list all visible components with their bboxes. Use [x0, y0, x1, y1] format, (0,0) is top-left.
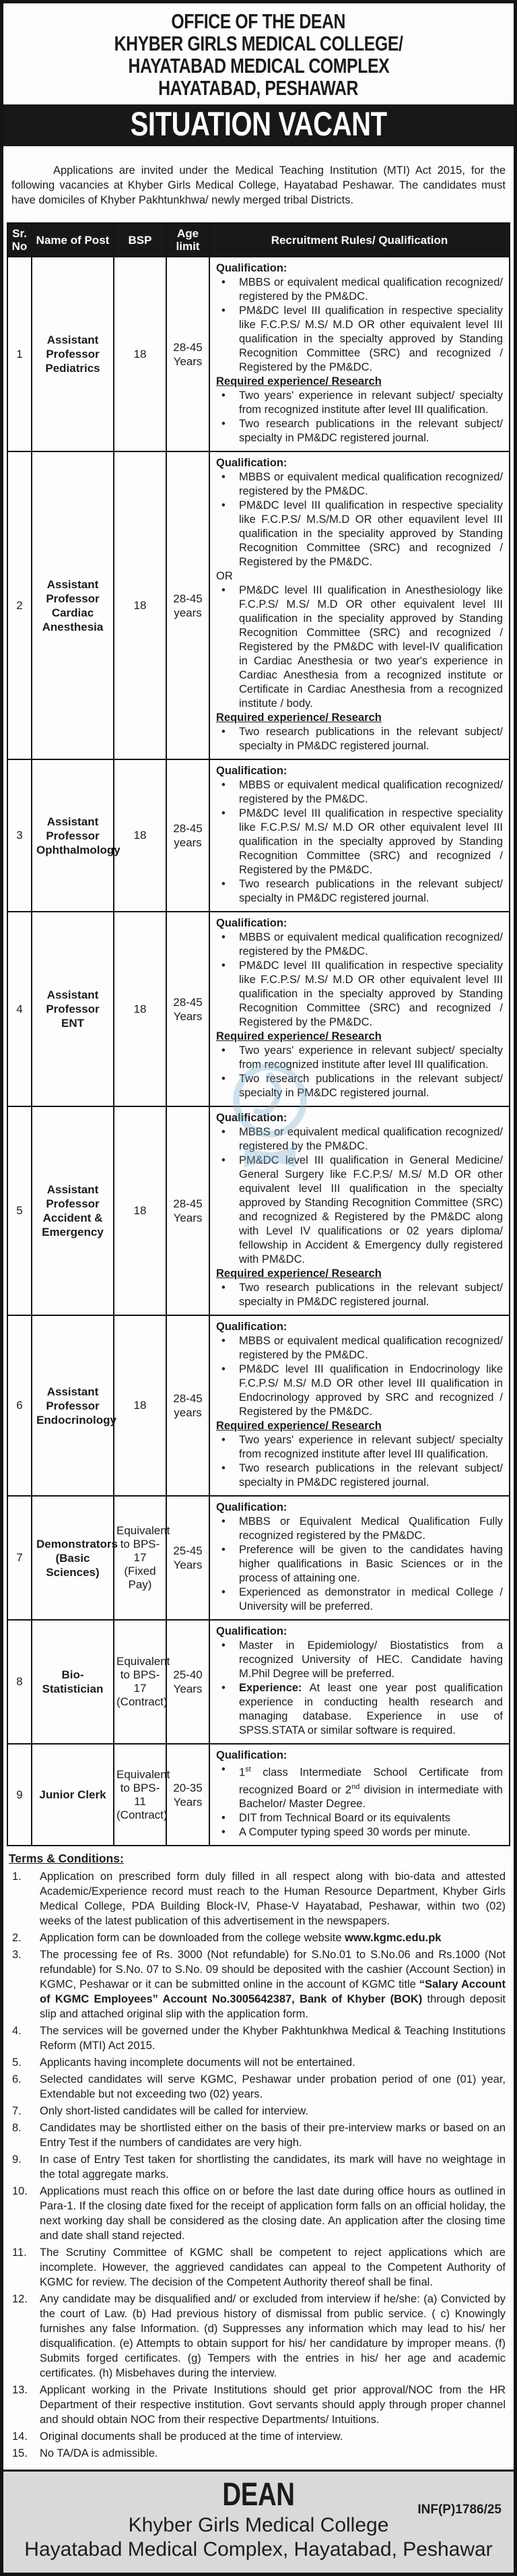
sr-cell: 7: [7, 1496, 32, 1620]
bullet-icon: •: [221, 305, 226, 317]
qualification-bullet: • Two years' experience in relevant subject/ specialty from recognized institute after level III qualification.: [216, 389, 503, 417]
term-item: [9, 2104, 506, 2118]
experience-heading: Required experience/ Research: [216, 1420, 382, 1432]
term-number: 7.: [12, 2105, 22, 2117]
age-cell: 28-45 Years: [166, 912, 209, 1106]
post-cell: Assistant Professor ENT: [32, 912, 114, 1106]
col-header-age-limit: Age limit: [166, 223, 209, 257]
qualification-bullet: • Two research publications in the relevant subject/ specialty in PM&DC registered journal.: [216, 417, 503, 445]
qualification-bullet: • Experienced as demonstrator in medical College / University will be preferred.: [216, 1585, 503, 1614]
qualification-bullet: • 1st class Intermediate School Certificate from recognized Board or 2nd division in intermediate with Bachelor/ Master Degree.: [216, 1763, 503, 1811]
bsp-cell: 18: [114, 257, 166, 451]
qualification-bullet: • PM&DC level III qualification in General Medicine/ General Surgery like F.C.P.S/ M.S/ M.D OR other equivalent level III qualification in the specialty approved by Standing Recognition Committee (SRC) and recognized & Registered by the PM&DC along with Level IV qualifications or 02 years diploma/ fellowship in Accident & Emergency dully registered with PM&DC.: [216, 1154, 503, 1267]
position-row: [7, 1744, 510, 1846]
experience-heading: Required experience/ Research: [216, 1030, 382, 1042]
position-row: [7, 759, 510, 912]
qualification-bullet: • PM&DC level III qualification in respective speciality like F.C.P.S/ M.S/ M.D OR other equivalent level III qualification in the specialty approved by Standing Recognition Committee (SRC) and recognized / Registered by the PM&DC.: [216, 959, 503, 1030]
sr-cell: 1: [7, 257, 32, 451]
col-header-bsp: BSP: [114, 223, 166, 257]
qualification-bullet: • Preference will be given to the candidates having higher qualifications in Basic Sciences or in the process of attaining one.: [216, 1543, 503, 1585]
sr-cell: 9: [7, 1744, 32, 1846]
position-row: [7, 1106, 510, 1315]
rules-cell: [209, 257, 510, 451]
qualification-bullet: • A Computer typing speed 30 words per minute.: [216, 1825, 503, 1840]
qualification-bullet: • Two research publications in the relevant subject/ specialty in PM&DC registered journal.: [216, 1072, 503, 1100]
term-text: Applications must reach this office on or before the last date during office hours as outlined in Para-1. If the closing date fixed for the receipt of application form falls on an official holiday, the next working day shall be considered as the closing date. An application after the closing time and date shall stand rejected.: [40, 2185, 506, 2242]
advert-reference-number: INF(P)1786/25: [417, 2503, 502, 2517]
bullet-icon: •: [221, 1154, 226, 1166]
college-name: KHYBER GIRLS MEDICAL COLLEGE/: [114, 32, 403, 55]
complex-name: HAYATABAD MEDICAL COMPLEX: [128, 54, 389, 77]
rules-cell: [209, 1106, 510, 1315]
term-text: Selected candidates will serve KGMC, Peshawar under probation period of one (01) year, Extendable but not exceeding two (02) years.: [40, 2073, 506, 2100]
term-text: No TA/DA is admissible.: [40, 2447, 158, 2459]
term-item: [9, 2152, 506, 2182]
terms-title: Terms & Conditions:: [9, 1852, 124, 1865]
term-number: 4.: [12, 2025, 22, 2037]
qualification-heading: Qualification:: [216, 1321, 287, 1333]
term-number: 9.: [12, 2154, 22, 2166]
qualification-heading: Qualification:: [216, 765, 287, 777]
term-text: Applicant working in the Private Institutions should get prior approval/NOC from the HR Department of their respective institution. Govt servants should apply through proper channel and should obtain NOC from their respective Departments/ Intuitions.: [40, 2384, 506, 2426]
post-cell: Assistant Professor Ophthalmology: [32, 759, 114, 912]
signatory-title: DEAN: [222, 2477, 295, 2513]
qualification-bullet: • Master in Epidemiology/ Biostatistics from a recognized University of HEC. Candidate having M.Phil Degree will be preferred.: [216, 1639, 503, 1681]
intro-paragraph: Applications are invited under the Medical Teaching Institution (MTI) Act 2015, for the following vacancies at Khyber Girls Medical College, Hayatabad Peshawar. The candidates must have domiciles of Khyber Pakhtunkhwa/ newly merged tribal Districts.: [11, 164, 506, 206]
bullet-icon: •: [221, 1812, 226, 1824]
footer: [3, 2470, 514, 2573]
term-text: Applicants having incomplete documents will not be entertained.: [40, 2056, 355, 2069]
term-item: [9, 2072, 506, 2102]
bullet-icon: •: [221, 471, 226, 483]
term-text: The Scrutiny Committee of KGMC shall be competent to reject applications which are incomplete. However, the aggrieved candidates can appeal to the Competent Authority of KGMC for review. The decision of the Competent Authority thereof shall be final.: [40, 2247, 506, 2288]
qualification-bullet: • MBBS or equivalent medical qualification recognized/ registered by the PM&DC.: [216, 931, 503, 959]
age-cell: 28-45 years: [166, 451, 209, 759]
bullet-icon: •: [221, 807, 226, 819]
age-cell: 28-45 Years: [166, 257, 209, 451]
qualification-bullet: • MBBS or Equivalent Medical Qualification Fully recognized registered by the PM&DC.: [216, 1515, 503, 1543]
qualification-bullet: • Two years' experience in relevant subject/ specialty from recognized institute after level III qualification.: [216, 1433, 503, 1462]
bullet-icon: •: [221, 1763, 226, 1776]
term-item: [9, 2121, 506, 2150]
sr-cell: 4: [7, 912, 32, 1106]
bullet-icon: •: [221, 1586, 226, 1598]
bsp-cell: 18: [114, 759, 166, 912]
position-row: [7, 257, 510, 451]
qualification-bullet: • Two research publications in the relevant subject/ specialty in PM&DC registered journal.: [216, 877, 503, 906]
qualification-heading: Qualification:: [216, 1749, 287, 1761]
term-number: 12.: [12, 2293, 28, 2305]
bsp-cell: Equivalent to BPS-17 (Contract): [114, 1620, 166, 1744]
col-header-name-of-post: Name of Post: [32, 223, 114, 257]
post-cell: Assistant Professor Pediatrics: [32, 257, 114, 451]
bullet-icon: •: [221, 878, 226, 890]
bullet-icon: •: [221, 1363, 226, 1375]
qualification-heading: Qualification:: [216, 262, 287, 274]
bullet-icon: •: [221, 1044, 226, 1057]
qualification-bullet: • Two research publications in the relevant subject/ specialty in PM&DC registered journal.: [216, 1281, 503, 1309]
term-text: In case of Entry Test taken for shortlisting the candidates, its mark will have no weightage in the total aggregate marks.: [40, 2154, 506, 2180]
rules-cell: [209, 1620, 510, 1744]
qualification-bullet: • MBBS or equivalent medical qualification recognized/ registered by the PM&DC.: [216, 1334, 503, 1362]
term-number: 8.: [12, 2122, 22, 2134]
experience-heading: Required experience/ Research: [216, 712, 382, 724]
sr-cell: 6: [7, 1315, 32, 1496]
term-item: [9, 1930, 506, 1945]
post-cell: Assistant Professor Accident & Emergency: [32, 1106, 114, 1315]
rules-cell: [209, 451, 510, 759]
bullet-icon: •: [221, 1515, 226, 1528]
term-number: 2.: [12, 1932, 22, 1944]
footer-address: Hayatabad Medical Complex, Hayatabad, Peshawar: [24, 2538, 493, 2561]
term-item: [9, 2023, 506, 2053]
term-text: Any candidate may be disqualified and/ or excluded from interview if he/she: (a) Convicted by the court of Law. (b) Had previous history of dismissal from public service. ( c) Knowingly furnishes any false Information. (d) Suppresses any information which may lead to his/ her disqualification. (e) Attempts to obtain support for his/ her candidature by improper means. (f) Submits forged certificates. (g) Tempers with the entries in his/ her age and academic certificates. (h) Misbehaves during the interview.: [40, 2293, 506, 2379]
qualification-bullet: • PM&DC level III qualification in Endocrinology like F.C.P.S/ M.S/ M.D OR other level III qualification in Endocrinology approved by SRC and recognized / Registered by the PM&DC.: [216, 1362, 503, 1419]
term-number: 3.: [12, 1949, 22, 1961]
bullet-icon: •: [221, 1282, 226, 1294]
post-cell: Demonstrators (Basic Sciences): [32, 1496, 114, 1620]
bullet-icon: •: [221, 1073, 226, 1085]
office-title: OFFICE OF THE DEAN: [171, 9, 346, 33]
bullet-icon: •: [221, 276, 226, 288]
term-item: [9, 2383, 506, 2427]
term-number: 1.: [12, 1871, 22, 1883]
term-number: 14.: [12, 2430, 28, 2443]
rules-cell: [209, 759, 510, 912]
qualification-bullet: • Experience: At least one year post qualification experience in conducting health research and managing database. Experience in use of SPSS.STATA or similar software is required.: [216, 1681, 503, 1738]
bsp-cell: Equivalent to BPS-11 (Contract): [114, 1744, 166, 1846]
experience-heading: Required experience/ Research: [216, 375, 382, 387]
bsp-cell: Equivalent to BPS-17 (Fixed Pay): [114, 1496, 166, 1620]
term-text: The processing fee of Rs. 3000 (Not refundable) for S.No.01 to S.No.06 and Rs.1000 (Not refundable) for S.No. 07 to S.No. 09 should be deposited with the cashier (Account Section) in KGMC, Peshawar or it can be submitted online in the account of KGMC title “Salary Account of KGMC Employees” Account No.3005642387, Bank of Khyber (BOK) through deposit slip and attached original slip with the application form.: [40, 1949, 506, 2020]
qualification-bullet: • MBBS or equivalent medical qualification recognized/ registered by the PM&DC.: [216, 470, 503, 499]
term-item: [9, 2055, 506, 2070]
post-cell: Bio-Statistician: [32, 1620, 114, 1744]
bsp-cell: 18: [114, 912, 166, 1106]
qualification-bullet: • Two research publications in the relevant subject/ specialty in PM&DC registered journal.: [216, 725, 503, 753]
position-row: [7, 451, 510, 759]
term-number: 13.: [12, 2384, 28, 2396]
term-item: [9, 2184, 506, 2243]
table-header-row: [7, 223, 510, 257]
city-line: HAYATABAD, PESHAWAR: [158, 76, 359, 100]
bsp-cell: 18: [114, 451, 166, 759]
bullet-icon: •: [221, 1682, 226, 1694]
term-text: Original documents shall be produced at the time of interview.: [40, 2430, 343, 2443]
qualification-bullet: • MBBS or equivalent medical qualification recognized/ registered by the PM&DC.: [216, 276, 503, 304]
position-row: [7, 912, 510, 1106]
bullet-icon: •: [221, 584, 226, 596]
qualification-heading: Qualification:: [216, 1501, 287, 1513]
bullet-icon: •: [221, 1434, 226, 1446]
rules-cell: [209, 912, 510, 1106]
positions-table-body: [7, 257, 510, 1846]
sr-cell: 3: [7, 759, 32, 912]
bullet-icon: •: [221, 960, 226, 972]
post-cell: Assistant Professor Cardiac Anesthesia: [32, 451, 114, 759]
rules-cell: [209, 1496, 510, 1620]
age-cell: 28-45 Years: [166, 1106, 209, 1315]
positions-table: [7, 222, 510, 1846]
bullet-icon: •: [221, 931, 226, 943]
bullet-icon: •: [221, 1126, 226, 1138]
sr-cell: 5: [7, 1106, 32, 1315]
bullet-icon: •: [221, 1639, 226, 1652]
term-number: 6.: [12, 2073, 22, 2085]
term-text: The services will be governed under the Khyber Pakhtunkhwa Medical & Teaching Institutions Reform (MTI) Act 2015.: [40, 2025, 506, 2052]
qualification-bullet: • DIT from Technical Board or its equivalents: [216, 1811, 503, 1825]
bullet-icon: •: [221, 389, 226, 402]
term-item: [9, 2292, 506, 2381]
qualification-heading: Qualification:: [216, 457, 287, 469]
bullet-icon: •: [221, 1544, 226, 1556]
qualification-bullet: • PM&DC level III qualification in Anesthesiology like F.C.P.S/ M.S/ M.D OR other equivalent level III qualification in the speciality approved by Standing Recognition Committee (SRC) and recognized / Registered by the PM&DC with level-IV qualification in Cardiac Anesthesia or two year's experience in Cardiac Anesthesia from a recognized institute or Certificate in Cardiac Anesthesia from a recognized institute / body.: [216, 584, 503, 711]
bullet-icon: •: [221, 1462, 226, 1474]
age-cell: 28-45 years: [166, 759, 209, 912]
qualification-bullet: • PM&DC level III qualification in respective speciality like F.C.P.S/ M.S/M.D OR other equavilent level III qualification in the speciality approved by Standing Recognition Committee (SRC) and recognized / Registered by the PM&DC.: [216, 499, 503, 569]
age-cell: 20-35 Years: [166, 1744, 209, 1846]
footer-college-name: Khyber Girls Medical College: [128, 2514, 389, 2536]
qualification-bullet: • Two research publications in the relevant subject/ specialty in PM&DC registered journal.: [216, 1462, 503, 1490]
terms-section: [3, 1846, 514, 2470]
sr-cell: 8: [7, 1620, 32, 1744]
qualification-bullet: • PM&DC level III qualification in respective speciality like F.C.P.S/ M.S/ M.D OR other equivalent level III qualification in the specialty approved by Standing Recognition Committee (SRC) and recognized / Registered by the PM&DC.: [216, 304, 503, 375]
age-cell: 28-45 years: [166, 1315, 209, 1496]
or-separator: OR: [216, 570, 233, 582]
bullet-icon: •: [221, 779, 226, 791]
term-number: 5.: [12, 2056, 22, 2069]
position-row: [7, 1315, 510, 1496]
qualification-bullet: • MBBS or equivalent medical qualification recognized/ registered by the PM&DC.: [216, 778, 503, 807]
term-number: 10.: [12, 2185, 28, 2197]
col-header-recruitment-rules: Recruitment Rules/ Qualification: [209, 223, 510, 257]
col-header-sr-no: Sr. No: [7, 223, 32, 257]
bsp-cell: 18: [114, 1106, 166, 1315]
qualification-bullet: • MBBS or equivalent medical qualification recognized/ registered by the PM&DC.: [216, 1125, 503, 1154]
term-item: [9, 1869, 506, 1928]
age-cell: 25-45 Years: [166, 1496, 209, 1620]
rules-cell: [209, 1744, 510, 1846]
post-cell: Junior Clerk: [32, 1744, 114, 1846]
term-item: [9, 2446, 506, 2461]
position-row: [7, 1620, 510, 1744]
qualification-heading: Qualification:: [216, 1112, 287, 1124]
bsp-cell: 18: [114, 1315, 166, 1496]
term-item: [9, 2245, 506, 2290]
term-text: Candidates may be shortlisted either on the basis of their pre-interview marks or based on an Entry Test if the numbers of candidates are very high.: [40, 2122, 506, 2149]
qualification-heading: Qualification:: [216, 1625, 287, 1637]
age-cell: 25-40 Years: [166, 1620, 209, 1744]
bullet-icon: •: [221, 499, 226, 511]
sr-cell: 2: [7, 451, 32, 759]
bullet-icon: •: [221, 418, 226, 430]
situation-vacant-banner: [3, 104, 514, 146]
rules-cell: [209, 1315, 510, 1496]
position-row: [7, 1496, 510, 1620]
qualification-bullet: • PM&DC level III qualification in respective speciality like F.C.P.S/ M.S/ M.D OR other equivalent level III qualification in the specialty approved by Standing Recognition Committee (SRC) and recognized / Registered by the PM&DC.: [216, 807, 503, 877]
terms-list: [9, 1869, 506, 2461]
term-item: [9, 2429, 506, 2444]
post-cell: Assistant Professor Endocrinology: [32, 1315, 114, 1496]
qualification-heading: Qualification:: [216, 917, 287, 929]
bullet-icon: •: [221, 1826, 226, 1838]
experience-heading: Required experience/ Research: [216, 1267, 382, 1280]
qualification-bullet: • Two years' experience in relevant subject/ specialty from recognized institute after level III qualification.: [216, 1044, 503, 1072]
bullet-icon: •: [221, 1335, 226, 1347]
term-text: Application form can be downloaded from the college website www.kgmc.edu.pk: [40, 1932, 442, 1944]
term-text: Application on prescribed form duly filled in all respect along with bio-data and attested Academic/Experience record must reach to the Human Resource Department, Khyber Girls Medical College, PDA Building Block-IV, Phase-V Hayatabad, Peshawar, within two (02) weeks of the latest publication of this advertisement in the newspapers.: [40, 1871, 506, 1927]
term-number: 15.: [12, 2447, 28, 2459]
letterhead: [3, 3, 514, 102]
banner-title: SITUATION VACANT: [130, 105, 387, 143]
term-item: [9, 1947, 506, 2021]
term-number: 11.: [12, 2247, 27, 2259]
bullet-icon: •: [221, 726, 226, 738]
term-text: Only short-listed candidates will be called for interview.: [40, 2105, 308, 2117]
